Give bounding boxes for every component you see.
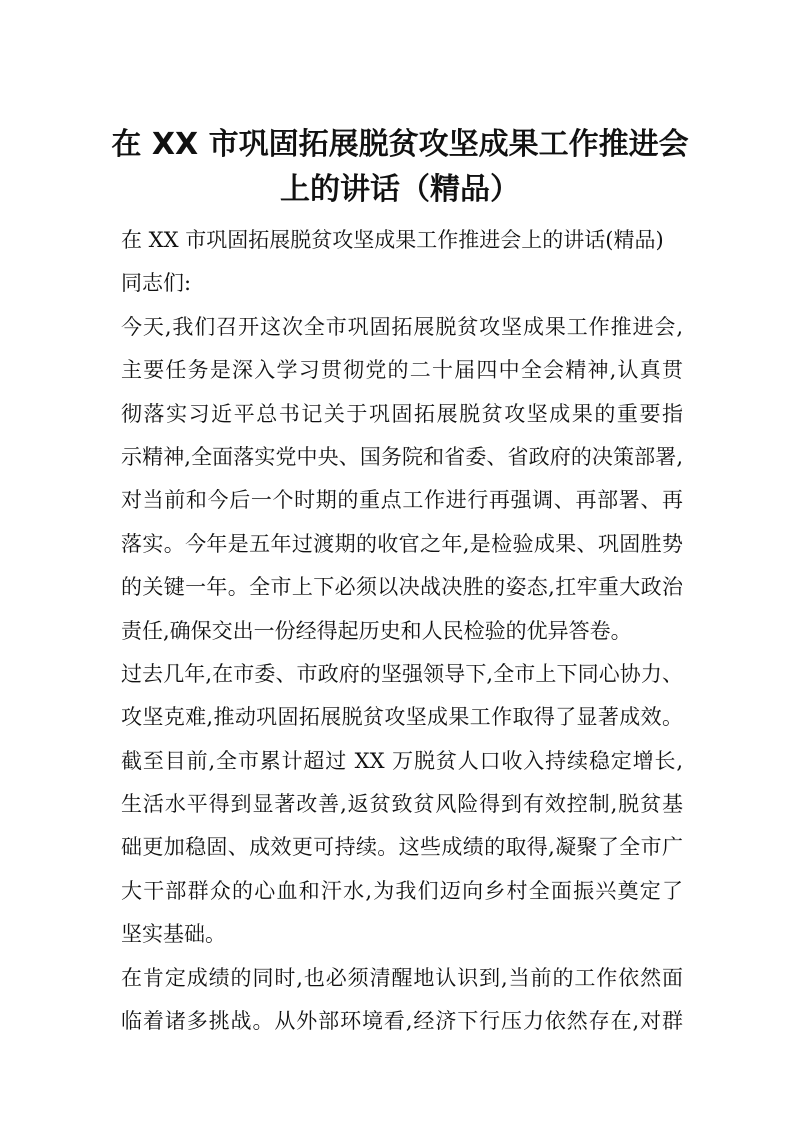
text-line: 示精神,全面落实党中央、国务院和省委、省政府的决策部署, bbox=[121, 444, 683, 469]
text-line: 主要任务是深入学习贯彻党的二十届四中全会精神,认真贯 bbox=[121, 358, 683, 383]
paragraph bbox=[121, 219, 683, 262]
text-line: 坚实基础。 bbox=[121, 922, 226, 947]
text-line: 的关键一年。全市上下必须以决战决胜的姿态,扛牢重大政治 bbox=[121, 575, 683, 600]
text-line: 彻落实习近平总书记关于巩固拓展脱贫攻坚成果的重要指 bbox=[121, 401, 683, 426]
text-line: 责任,确保交出一份经得起历史和人民检验的优异答卷。 bbox=[121, 618, 632, 643]
text-line: 础更加稳固、成效更可持续。这些成绩的取得,凝聚了全市广 bbox=[121, 835, 683, 860]
text-line: 落实。今年是五年过渡期的收官之年,是检验成果、巩固胜势 bbox=[121, 531, 683, 556]
text-line: 今天,我们召开这次全市巩固拓展脱贫攻坚成果工作推进会, bbox=[121, 314, 683, 339]
paragraph bbox=[121, 957, 683, 1044]
document-title-line-2: 上的讲话（精品） bbox=[280, 172, 520, 207]
text-line: 大干部群众的心血和汗水,为我们迈向乡村全面振兴奠定了 bbox=[121, 878, 683, 903]
text-line: 在肯定成绩的同时,也必须清醒地认识到,当前的工作依然面 bbox=[121, 965, 683, 990]
paragraph bbox=[121, 306, 683, 653]
document-title-line-1: 在 XX 市巩固拓展脱贫攻坚成果工作推进会 bbox=[111, 127, 689, 162]
text-line: 截至目前,全市累计超过 XX 万脱贫人口收入持续稳定增长, bbox=[121, 748, 683, 773]
text-line: 攻坚克难,推动巩固拓展脱贫攻坚成果工作取得了显著成效。 bbox=[121, 705, 683, 730]
document-body bbox=[121, 219, 683, 1043]
text-line: 对当前和今后一个时期的重点工作进行再强调、再部署、再 bbox=[121, 488, 683, 513]
text-line: 临着诸多挑战。从外部环境看,经济下行压力依然存在,对群 bbox=[121, 1009, 683, 1034]
paragraph bbox=[121, 653, 683, 957]
text-line: 过去几年,在市委、市政府的坚强领导下,全市上下同心协力、 bbox=[121, 661, 683, 686]
paragraph bbox=[121, 262, 683, 305]
text-line: 在 XX 市巩固拓展脱贫攻坚成果工作推进会上的讲话(精品) bbox=[121, 228, 664, 252]
text-line: 同志们: bbox=[121, 271, 192, 296]
text-line: 生活水平得到显著改善,返贫致贫风险得到有效控制,脱贫基 bbox=[121, 792, 683, 817]
